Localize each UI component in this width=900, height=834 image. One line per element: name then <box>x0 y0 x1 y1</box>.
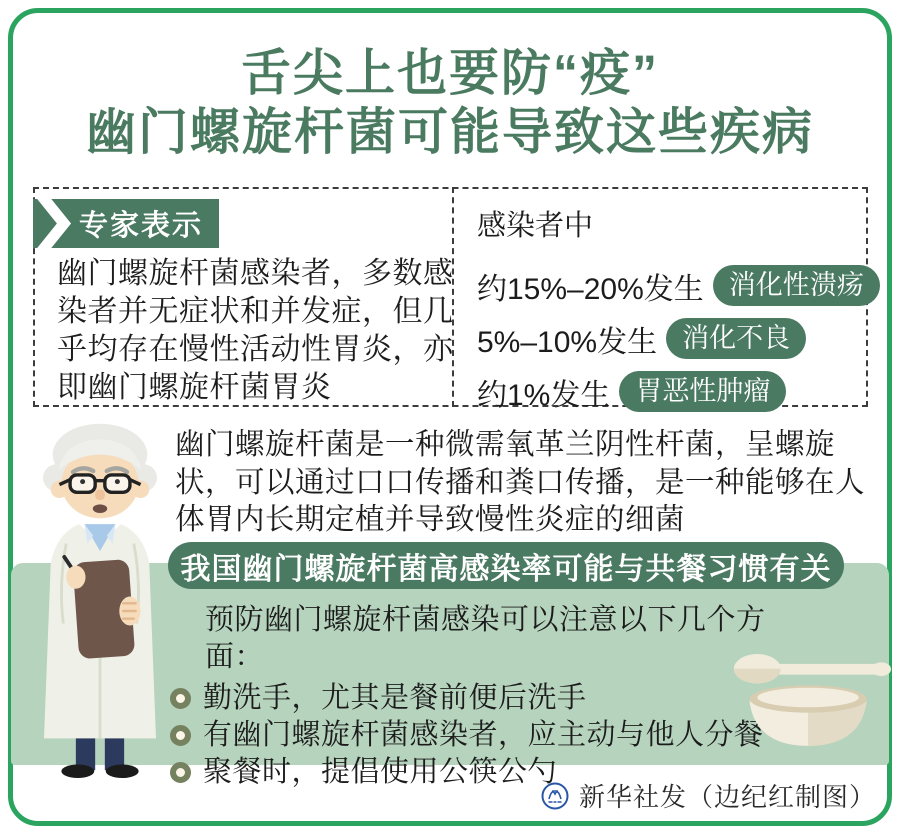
expert-tag-label: 专家表示 <box>79 210 204 242</box>
prevention-section <box>170 602 790 787</box>
stat-pill-dyspepsia: 消化不良 <box>666 318 806 359</box>
page-title <box>0 44 900 162</box>
stat-pill-gastric-tumor: 胃恶性肿瘤 <box>619 371 786 412</box>
bowl-and-spoon-icon <box>728 644 894 752</box>
prevention-item <box>170 683 790 713</box>
stats-heading: 感染者中 <box>477 210 594 242</box>
prevention-heading: 预防幽门螺旋杆菌感染可以注意以下几个方面： <box>205 604 766 673</box>
stat-prefix: 约1%发生 <box>477 378 611 412</box>
page-title-line1: 舌尖上也要防“疫” <box>241 45 659 101</box>
prevention-item <box>170 720 790 750</box>
stat-row <box>477 371 867 412</box>
expert-body-text: 幽门螺旋杆菌感染者，多数感染者并无症状和并发症，但几乎均存在慢性活动性胃炎，亦即幽门螺旋杆菌胃炎 <box>57 257 454 404</box>
xinhua-logo-icon <box>540 781 570 811</box>
stat-row <box>477 265 867 306</box>
bowl-illustration <box>728 644 894 757</box>
stats-column <box>477 209 867 412</box>
expert-tag-ribbon <box>33 199 219 248</box>
stat-prefix: 5%–10%发生 <box>477 325 658 359</box>
stat-row <box>477 318 867 359</box>
prevention-item-text: 有幽门螺旋杆菌感染者，应主动与他人分餐 <box>203 719 764 751</box>
facts-dashed-box <box>33 187 868 412</box>
footer-credit: 新华社发（边纪红制图） <box>578 782 876 812</box>
stat-pill-peptic-ulcer: 消化性溃疡 <box>713 265 880 306</box>
about-paragraph: 幽门螺旋杆菌是一种微需氧革兰阴性杆菌，呈螺旋状，可以通过口口传播和粪口传播，是一种能够在人体胃内长期定植并导致慢性炎症的细菌 <box>175 428 866 536</box>
stat-prefix: 约15%–20%发生 <box>477 272 704 306</box>
page-title-line2: 幽门螺旋杆菌可能导致这些疾病 <box>86 104 814 160</box>
prevention-item-text: 勤洗手，尤其是餐前便后洗手 <box>203 682 587 714</box>
doctor-illustration <box>25 416 175 783</box>
shared-meals-banner: 我国幽门螺旋杆菌高感染率可能与共餐习惯有关 <box>168 542 844 589</box>
prevention-item-text: 聚餐时，提倡使用公筷公勺 <box>203 756 558 788</box>
doctor-with-clipboard-icon <box>25 416 175 778</box>
footer <box>0 777 900 814</box>
